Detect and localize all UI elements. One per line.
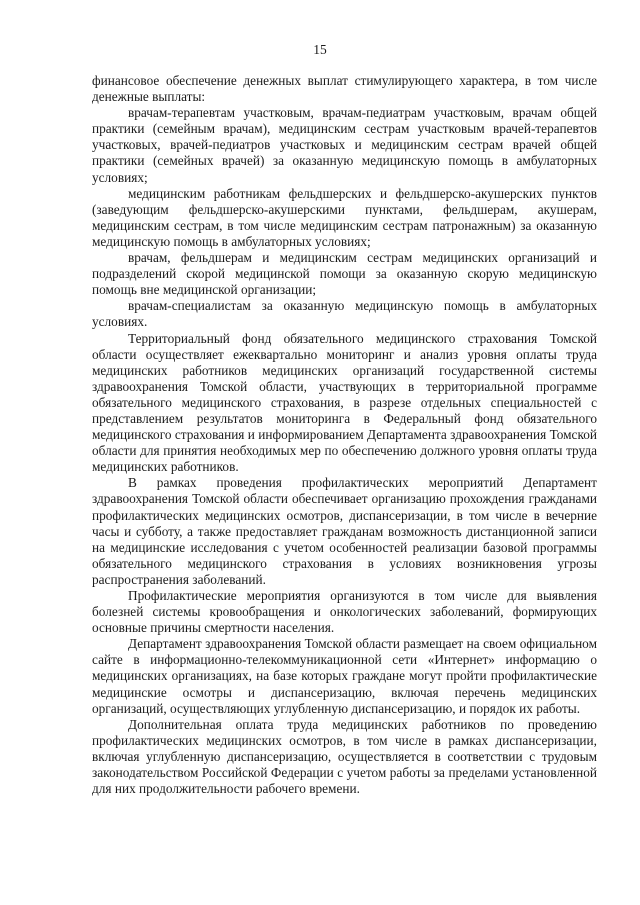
paragraph-website-information: Департамент здравоохранения Томской области размещает на своем официальном сайте в информационно-телекоммуникационной сети «Интернет» информацию о медицинских организациях, на базе которых граждане могут пройти профилактические медицинские осмотры и диспансеризацию, включая перечень медицинских организаций, осуществляющих углубленную диспансеризацию, и порядок их работы. <box>92 636 597 716</box>
paragraph-preventive-measures: В рамках проведения профилактических мероприятий Департамент здравоохранения Томской области обеспечивает организацию прохождения гражданами профилактических медицинских осмотров, диспансеризации, в том числе в вечерние часы и субботу, а также предоставляет гражданам возможность дистанционной записи на медицинские исследования с учетом особенностей реализации базовой программы обязательного медицинского страхования в условиях возникновения угрозы распространения заболеваний. <box>92 475 597 587</box>
document-body <box>92 73 597 797</box>
page-number: 15 <box>313 42 327 57</box>
paragraph-emergency-care: врачам, фельдшерам и медицинским сестрам медицинских организаций и подразделений скорой медицинской помощи за оказанную скорую медицинскую помощь вне медицинской организации; <box>92 250 597 298</box>
paragraph-specialists: врачам-специалистам за оказанную медицинскую помощь в амбулаторных условиях. <box>92 298 597 330</box>
paragraph-district-doctors: врачам-терапевтам участковым, врачам-педиатрам участковым, врачам общей практики (семейным врачам), медицинским сестрам участковым врачей-терапевтов участковых, врачей-педиатров участковых и медицинским сестрам врачей общей практики (семейных врачей) за оказанную медицинскую помощь в амбулаторных условиях; <box>92 105 597 185</box>
paragraph-disease-detection: Профилактические мероприятия организуются в том числе для выявления болезней системы кровообращения и онкологических заболеваний, формирующих основные причины смертности населения. <box>92 588 597 636</box>
paragraph-insurance-fund-monitoring: Территориальный фонд обязательного медицинского страхования Томской области осуществляет ежеквартально мониторинг и анализ уровня оплаты труда медицинских работников медицинских организаций государственной системы здравоохранения Томской области, участвующих в территориальной программе обязательного медицинского страхования, в разрезе отдельных специальностей с представлением результатов мониторинга в Федеральный фонд обязательного медицинского страхования и информированием Департамента здравоохранения Томской области для принятия необходимых мер по обеспечению должного уровня оплаты труда медицинских работников. <box>92 330 597 475</box>
paragraph-funding-intro: финансовое обеспечение денежных выплат стимулирующего характера, в том числе денежные выплаты: <box>92 73 597 105</box>
paragraph-additional-pay: Дополнительная оплата труда медицинских работников по проведению профилактических медицинских осмотров, в том числе в рамках диспансеризации, включая углубленную диспансеризацию, осуществляется в соответствии с трудовым законодательством Российской Федерации с учетом работы за пределами установленной для них продолжительности рабочего времени. <box>92 716 597 797</box>
paragraph-feldsher-stations: медицинским работникам фельдшерских и фельдшерско-акушерских пунктов (заведующим фельдшерско-акушерскими пунктами, фельдшерам, акушерам, медицинским сестрам, в том числе медицинским сестрам патронажным) за оказанную медицинскую помощь в амбулаторных условиях; <box>92 185 597 249</box>
